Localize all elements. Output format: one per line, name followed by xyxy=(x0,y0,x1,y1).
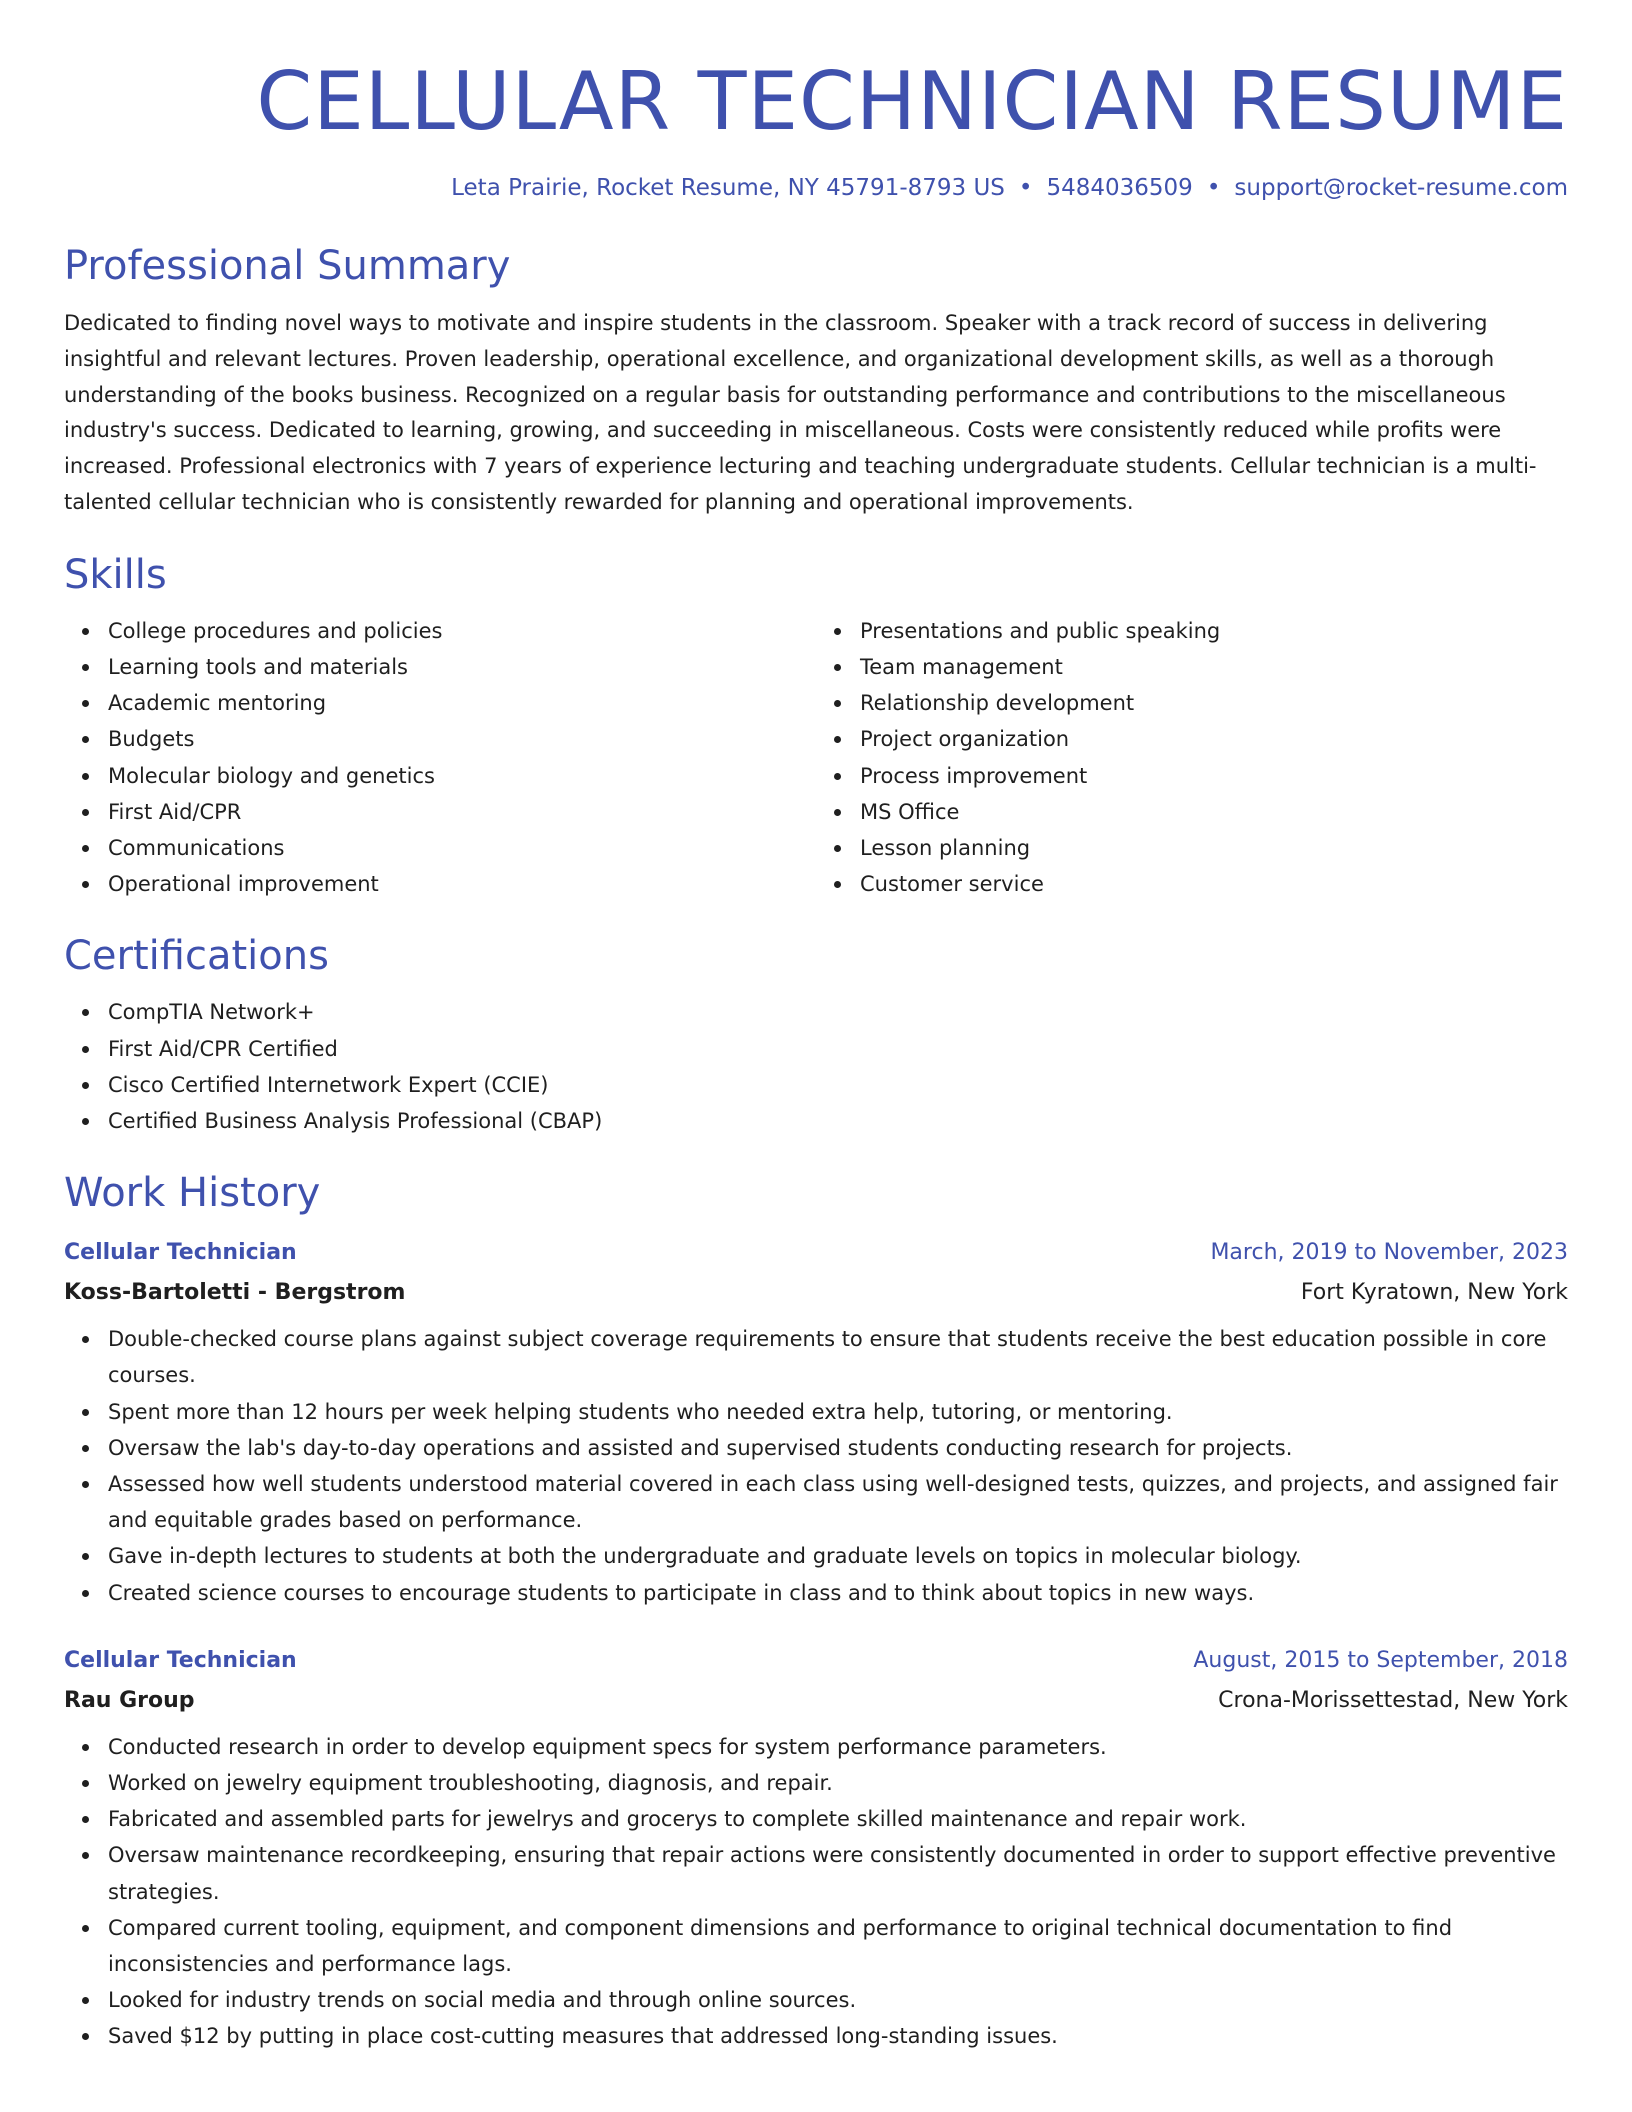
professional-summary-heading: Professional Summary xyxy=(64,243,511,289)
job-duties-list xyxy=(64,1729,1568,2055)
skill-item: Communications xyxy=(108,830,816,866)
job-duty-item: Double-checked course plans against subject coverage requirements to ensure that students receive the best education possible in core courses. xyxy=(108,1321,1568,1393)
certification-item: Cisco Certified Internetwork Expert (CCIE) xyxy=(108,1067,1568,1103)
skill-item: Academic mentoring xyxy=(108,685,816,721)
job-duty-item: Created science courses to encourage students to participate in class and to think about topics in new ways. xyxy=(108,1575,1568,1611)
contact-email[interactable]: support@rocket-resume.com xyxy=(1234,175,1568,201)
job-header-row xyxy=(64,1233,1568,1273)
job-duty-item: Looked for industry trends on social media and through online sources. xyxy=(108,1982,1568,2018)
job-duty-item: Gave in-depth lectures to students at both the undergraduate and graduate levels on topics in molecular biology. xyxy=(108,1538,1568,1574)
work-history-heading: Work History xyxy=(64,1170,321,1217)
job-duty-item: Worked on jewelry equipment troubleshooting, diagnosis, and repair. xyxy=(108,1765,1568,1801)
job-entry xyxy=(64,1233,1568,1611)
skill-item: MS Office xyxy=(860,794,1568,830)
skill-item: First Aid/CPR xyxy=(108,794,816,830)
job-company: Rau Group xyxy=(64,1687,195,1713)
certifications-list xyxy=(64,994,1568,1139)
job-duty-item: Oversaw the lab's day-to-day operations and assisted and supervised students conducting research for projects. xyxy=(108,1430,1568,1466)
contact-line xyxy=(64,172,1568,204)
skill-item: Customer service xyxy=(860,866,1568,902)
skill-item: Budgets xyxy=(108,721,816,757)
job-duty-item: Conducted research in order to develop equipment specs for system performance parameters. xyxy=(108,1729,1568,1765)
skill-item: Operational improvement xyxy=(108,866,816,902)
job-company-row xyxy=(64,1273,1568,1313)
resume-title: CELLULAR TECHNICIAN RESUME xyxy=(256,55,1568,148)
contact-phone: 5484036509 xyxy=(1046,175,1193,201)
skills-grid xyxy=(64,613,1568,903)
skill-item: Learning tools and materials xyxy=(108,649,816,685)
resume-page xyxy=(64,0,1568,2055)
skill-item: Molecular biology and genetics xyxy=(108,758,816,794)
job-header-row xyxy=(64,1641,1568,1681)
job-duty-item: Compared current tooling, equipment, and component dimensions and performance to original technical documentation to find inconsistencies and performance lags. xyxy=(108,1910,1568,1982)
professional-summary-text: Dedicated to finding novel ways to motivate and inspire students in the classroom. Speaker with a track record of success in delivering insightful and relevant lectures. Proven leadership, operational excellence, and organizational development skills, as well as a thorough understanding of the books business. Recognized on a regular basis for outstanding performance and contributions to the miscellaneous industry's success. Dedicated to learning, growing, and succeeding in miscellaneous. Costs were consistently reduced while profits were increased. Professional electronics with 7 years of experience lecturing and teaching undergraduate students. Cellular technician is a multi-talented cellular technician who is consistently rewarded for planning and operational improvements. xyxy=(64,311,1537,514)
job-duties-list xyxy=(64,1321,1568,1611)
skills-column-left xyxy=(64,613,816,903)
job-entry xyxy=(64,1641,1568,2055)
job-duty-item: Assessed how well students understood material covered in each class using well-designed tests, quizzes, and projects, and assigned fair and equitable grades based on performance. xyxy=(108,1466,1568,1538)
skill-item: Process improvement xyxy=(860,758,1568,794)
skill-item: Lesson planning xyxy=(860,830,1568,866)
job-dates: August, 2015 to September, 2018 xyxy=(1193,1647,1568,1673)
job-title: Cellular Technician xyxy=(64,1647,297,1673)
certifications-heading: Certifications xyxy=(64,933,329,980)
job-location: Crona-Morissettestad, New York xyxy=(1218,1687,1568,1713)
skills-heading: Skills xyxy=(64,551,167,598)
job-duty-item: Oversaw maintenance recordkeeping, ensuring that repair actions were consistently documented in order to support effective preventive strategies. xyxy=(108,1837,1568,1909)
contact-address: Leta Prairie, Rocket Resume, NY 45791-8793 US xyxy=(451,175,1005,201)
certification-item: First Aid/CPR Certified xyxy=(108,1031,1568,1067)
skill-item: College procedures and policies xyxy=(108,613,816,649)
certification-item: CompTIA Network+ xyxy=(108,994,1568,1030)
skills-column-right xyxy=(816,613,1568,903)
job-dates: March, 2019 to November, 2023 xyxy=(1210,1240,1568,1266)
job-duty-item: Fabricated and assembled parts for jewelrys and grocerys to complete skilled maintenance and repair work. xyxy=(108,1801,1568,1837)
skill-item: Team management xyxy=(860,649,1568,685)
job-title: Cellular Technician xyxy=(64,1240,297,1266)
job-company-row xyxy=(64,1681,1568,1721)
contact-separator: • xyxy=(1018,175,1033,201)
skill-item: Project organization xyxy=(860,721,1568,757)
job-duty-item: Saved $12 by putting in place cost-cutting measures that addressed long-standing issues. xyxy=(108,2018,1568,2054)
job-company: Koss-Bartoletti - Bergstrom xyxy=(64,1280,406,1306)
job-location: Fort Kyratown, New York xyxy=(1300,1280,1568,1306)
skill-item: Relationship development xyxy=(860,685,1568,721)
skill-item: Presentations and public speaking xyxy=(860,613,1568,649)
contact-separator: • xyxy=(1206,175,1221,201)
certification-item: Certified Business Analysis Professional (CBAP) xyxy=(108,1103,1568,1139)
job-duty-item: Spent more than 12 hours per week helping students who needed extra help, tutoring, or mentoring. xyxy=(108,1394,1568,1430)
